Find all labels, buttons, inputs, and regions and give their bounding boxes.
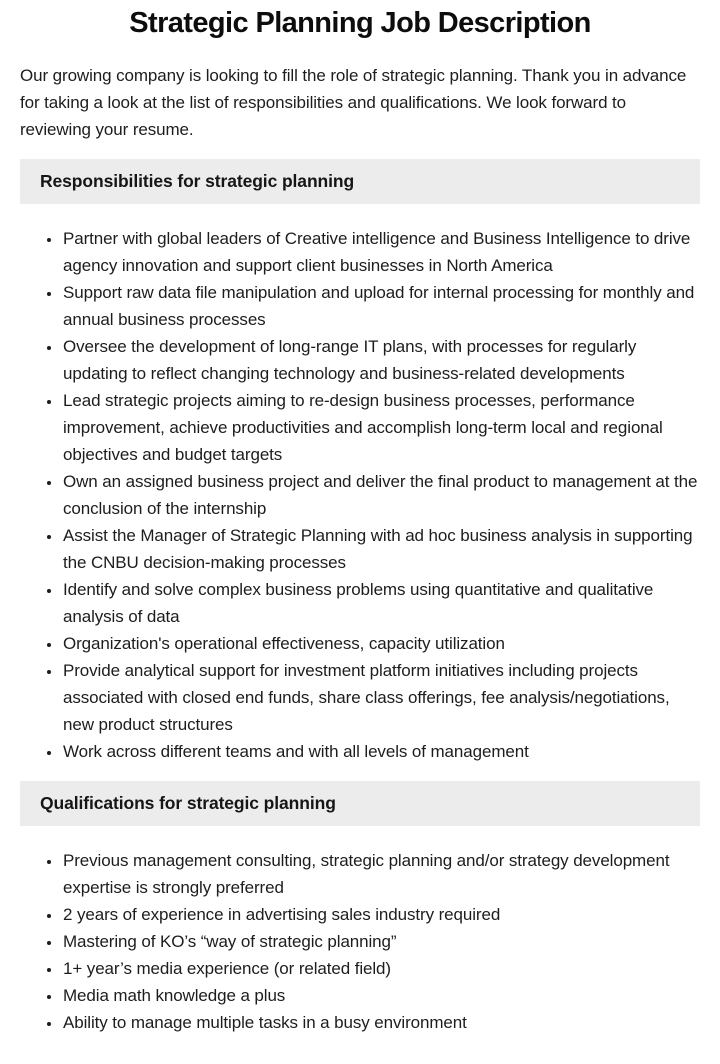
responsibilities-list — [20, 225, 700, 765]
responsibilities-heading: Responsibilities for strategic planning — [20, 159, 700, 204]
intro-paragraph: Our growing company is looking to fill the role of strategic planning. Thank you in advance for taking a look at the list of responsibilities and qualifications. We look forward to reviewing your resume. — [20, 66, 687, 139]
list-item: • Partner with global leaders of Creative intelligence and Business Intelligence to drive agency innovation and support client businesses in North America — [62, 225, 700, 279]
list-item: • 2 years of experience in advertising sales industry required — [62, 901, 700, 928]
list-item: • Media math knowledge a plus — [62, 982, 700, 1009]
qualifications-heading: Qualifications for strategic planning — [20, 781, 700, 826]
responsibilities-section — [20, 159, 700, 765]
qualifications-list — [20, 847, 700, 1036]
list-item: • Ability to manage multiple tasks in a busy environment — [62, 1009, 700, 1036]
qualifications-section — [20, 781, 700, 1036]
list-item: • Previous management consulting, strategic planning and/or strategy development expertise is strongly preferred — [62, 847, 700, 901]
list-item: • Oversee the development of long-range IT plans, with processes for regularly updating to reflect changing technology and business-related developments — [62, 333, 700, 387]
list-item: • Lead strategic projects aiming to re-design business processes, performance improvement, achieve productivities and accomplish long-term local and regional objectives and budget targets — [62, 387, 700, 468]
list-item: • Work across different teams and with all levels of management — [62, 738, 700, 765]
list-item: • Support raw data file manipulation and upload for internal processing for monthly and annual business processes — [62, 279, 700, 333]
list-item: • Assist the Manager of Strategic Planning with ad hoc business analysis in supporting the CNBU decision-making processes — [62, 522, 700, 576]
list-item: • Provide analytical support for investment platform initiatives including projects associated with closed end funds, share class offerings, fee analysis/negotiations, new product structures — [62, 657, 700, 738]
list-item: • Identify and solve complex business problems using quantitative and qualitative analysis of data — [62, 576, 700, 630]
list-item: • 1+ year’s media experience (or related field) — [62, 955, 700, 982]
list-item: • Organization's operational effectiveness, capacity utilization — [62, 630, 700, 657]
page-title: Strategic Planning Job Description — [129, 7, 591, 39]
list-item: • Mastering of KO’s “way of strategic planning” — [62, 928, 700, 955]
list-item: • Own an assigned business project and deliver the final product to management at the conclusion of the internship — [62, 468, 700, 522]
